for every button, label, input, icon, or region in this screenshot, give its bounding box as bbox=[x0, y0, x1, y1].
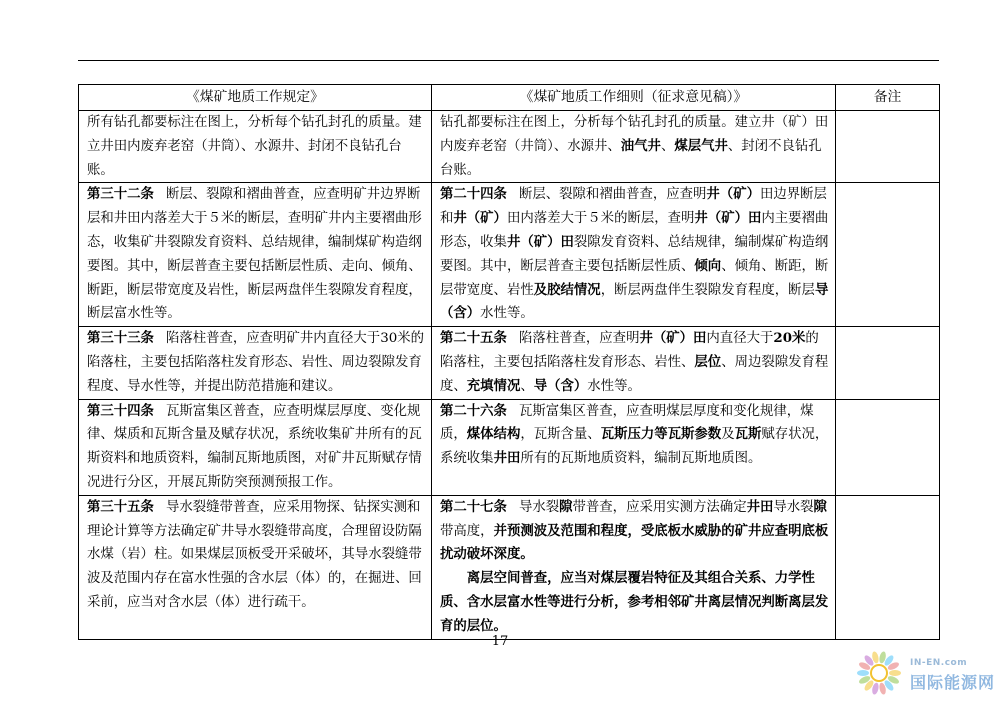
old-cell bbox=[79, 327, 432, 399]
new-bold-text: 井（矿） bbox=[453, 210, 507, 227]
new-text: 带高度， bbox=[440, 523, 494, 539]
new-bold-text: 充填情况 bbox=[466, 377, 521, 394]
table-row bbox=[79, 183, 940, 327]
new-text: 、封闭不良钻孔台账。 bbox=[440, 138, 822, 178]
header-rule bbox=[78, 60, 939, 61]
new-text: 裂隙发育资料、总结规律，编制煤矿构造纲要图。其中，断层普查主要包括断层性质、 bbox=[440, 234, 829, 274]
header-new-rules: 《煤矿地质工作细则（征求意见稿）》 bbox=[432, 85, 836, 111]
new-bold-text: 20米 bbox=[773, 330, 806, 347]
article-number: 第二十四条 bbox=[440, 186, 507, 203]
new-bold-text: 导（含） bbox=[440, 281, 829, 322]
new-bold-text: 并预测波及范围和程度，受底板水威胁的矿井应查明底板扰动破坏深度。 bbox=[440, 522, 829, 563]
logo-petal bbox=[857, 670, 869, 676]
watermark bbox=[852, 642, 1000, 704]
old-cell bbox=[79, 111, 432, 183]
new-bold-text: 井（矿）田 bbox=[506, 233, 574, 250]
new-text: 及 bbox=[721, 427, 735, 443]
new-bold-text: 井（矿）田 bbox=[694, 210, 762, 227]
new-bold-text: 煤层气井 bbox=[674, 137, 728, 154]
new-cell bbox=[432, 183, 836, 327]
new-bold-text: 瓦斯 bbox=[734, 426, 762, 443]
new-text: 带普查，应采用实测方法确定 bbox=[572, 499, 747, 515]
new-text: ，瓦斯含量、 bbox=[520, 427, 601, 443]
new-text: 、 bbox=[520, 378, 534, 394]
sunflower-logo-icon bbox=[852, 646, 906, 700]
article-number: 第二十七条 bbox=[440, 498, 507, 515]
remarks-cell bbox=[836, 327, 940, 399]
old-text: 所有钻孔都要标注在图上，分析每个钻孔封孔的质量。建立井田内废弃老窑（井筒）、水源井、封闭不良钻孔台账。 bbox=[87, 115, 422, 178]
watermark-site-text: IN-EN.com bbox=[910, 658, 968, 668]
new-text: 导水裂 bbox=[518, 499, 560, 515]
remarks-cell bbox=[836, 495, 940, 639]
new-text: 所有的瓦斯地质资料，编制瓦斯地质图。 bbox=[520, 451, 762, 467]
new-text: 田内落差大于５米的断层，查明 bbox=[506, 211, 695, 227]
new-text: 的陷落柱，主要包括陷落柱发育形态、岩性、 bbox=[440, 331, 819, 370]
page-number: 17 bbox=[491, 634, 509, 649]
table-row bbox=[79, 327, 940, 399]
article-number: 第三十二条 bbox=[87, 186, 154, 203]
new-text: 陷落柱普查，应查明 bbox=[518, 331, 640, 347]
new-bold-text: 井田 bbox=[493, 450, 521, 467]
new-bold-text: 倾向 bbox=[694, 257, 722, 274]
table-row bbox=[79, 399, 940, 495]
new-bold-text: 井田 bbox=[746, 498, 774, 515]
new-bold-text: 隙 bbox=[559, 498, 573, 515]
new-text: 田边界断层和 bbox=[440, 187, 827, 227]
new-text: 内主要褶曲形态，收集 bbox=[440, 211, 829, 250]
remarks-cell bbox=[836, 183, 940, 327]
new-bold-text: 油气井 bbox=[620, 137, 661, 154]
new-bold-text: 井（矿）田 bbox=[639, 330, 707, 347]
old-cell bbox=[79, 495, 432, 639]
new-bold-text: 瓦斯压力等瓦斯参数 bbox=[600, 426, 722, 443]
new-cell bbox=[432, 111, 836, 183]
article-number: 第三十四条 bbox=[87, 402, 154, 419]
new-bold-text: 层位 bbox=[694, 353, 722, 370]
old-cell bbox=[79, 183, 432, 327]
new-text: ，断层两盘伴生裂隙发育程度，断层 bbox=[600, 282, 815, 298]
header-remarks: 备注 bbox=[836, 85, 940, 111]
new-text: 、周边裂隙发育程度、 bbox=[440, 354, 829, 394]
new-text: 瓦斯富集区普查，应查明煤层厚度和变化规律，煤质， bbox=[440, 403, 814, 443]
new-text: 、倾角、断距，断层带宽度、岩性 bbox=[440, 258, 829, 298]
article-number: 第三十三条 bbox=[87, 330, 154, 347]
logo-petal bbox=[889, 670, 901, 676]
article-number: 第三十五条 bbox=[87, 498, 154, 515]
new-bold-text: 隙 bbox=[813, 498, 827, 515]
new-text: 内直径大于 bbox=[706, 331, 774, 347]
new-cell bbox=[432, 399, 836, 495]
new-text: 、 bbox=[660, 138, 675, 154]
new-text: 导水裂 bbox=[773, 499, 814, 515]
table-row bbox=[79, 495, 940, 639]
old-text: 断层、裂隙和褶曲普查，应查明矿井边界断层和井田内落差大于５米的断层，查明矿井内主要褶曲形态，收集矿井裂隙发育资料、总结规律，编制煤矿构造纲要图。其中，断层普查主要包括断层性质、走向、倾角、断距，断层带宽度及岩性，断层两盘伴生裂隙发育程度，断层富水性等。 bbox=[87, 187, 422, 322]
new-text: 水性等。 bbox=[480, 306, 534, 322]
new-paragraph-separation-space: 离层空间普查，应当对煤层覆岩特征及其组合关系、力学性质、含水层富水性等进行分析，参考相邻矿井离层情况判断离层发育的层位。 bbox=[440, 570, 829, 634]
remarks-cell bbox=[836, 111, 940, 183]
watermark-brand-text: 国际能源网 bbox=[910, 673, 996, 692]
old-text: 瓦斯富集区普查，应查明煤层厚度、变化规律、煤质和瓦斯含量及赋存状况，系统收集矿井所有的瓦斯资料和地质资料，编制瓦斯地质图，对矿井瓦斯赋存情况进行分区，开展瓦斯防突预测预报工作。 bbox=[87, 403, 422, 490]
new-bold-text: 导（含） bbox=[533, 377, 588, 394]
old-text: 导水裂缝带普查，应采用物探、钻探实测和理论计算等方法确定矿井导水裂缝带高度，合理留设防隔水煤（岩）柱。如果煤层顶板受开采破坏，其导水裂缝带波及范围内存在富水性强的含水层（体）的，在掘进、回采前，应当对含水层（体）进行疏干。 bbox=[87, 499, 422, 610]
new-bold-text: 及胶结情况 bbox=[533, 281, 601, 298]
new-text: 赋存状况，系统收集 bbox=[440, 427, 829, 467]
new-text: 钻孔都要标注在图上，分析每个钻孔封孔的质量。建立井（矿）田内废弃老窑（井筒）、水源井、 bbox=[440, 115, 829, 154]
comparison-table bbox=[78, 84, 940, 640]
new-bold-text: 井（矿） bbox=[706, 186, 760, 203]
table-header-row bbox=[79, 85, 940, 111]
remarks-cell bbox=[836, 399, 940, 495]
new-paragraph bbox=[440, 496, 831, 567]
new-bold-text: 煤体结构 bbox=[466, 426, 521, 443]
new-text: 水性等。 bbox=[587, 378, 641, 394]
table-row bbox=[79, 111, 940, 183]
new-text: 断层、裂隙和褶曲普查，应查明 bbox=[518, 187, 707, 203]
new-cell bbox=[432, 495, 836, 639]
new-cell bbox=[432, 327, 836, 399]
old-cell bbox=[79, 399, 432, 495]
article-number: 第二十六条 bbox=[440, 402, 507, 419]
header-old-regulation: 《煤矿地质工作规定》 bbox=[79, 85, 432, 111]
article-number: 第二十五条 bbox=[440, 330, 507, 347]
old-text: 陷落柱普查，应查明矿井内直径大于30米的陷落柱，主要包括陷落柱发育形态、岩性、周边裂隙发育程度、导水性等，并提出防范措施和建议。 bbox=[87, 331, 425, 394]
